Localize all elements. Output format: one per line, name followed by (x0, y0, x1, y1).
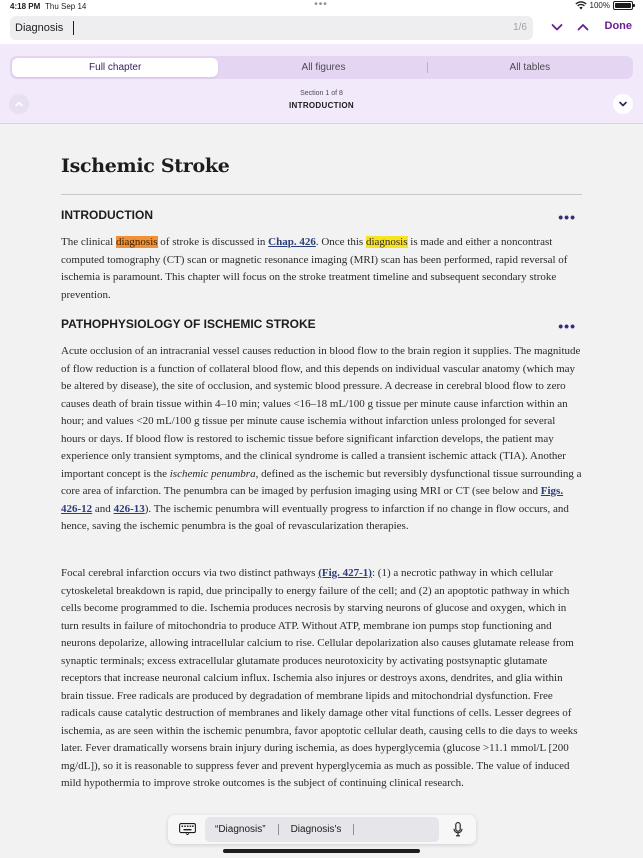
microphone-icon[interactable] (453, 822, 463, 837)
battery-icon (613, 1, 633, 10)
text-run: . Once this (315, 236, 366, 248)
section-heading-pathophysiology: PATHOPHYSIOLOGY OF ISCHEMIC STROKE (61, 317, 316, 331)
tab-all-figures[interactable] (220, 56, 426, 79)
paragraph (61, 343, 582, 536)
wifi-icon (575, 1, 587, 10)
text-caret (73, 21, 74, 35)
text-run: of stroke is discussed in (157, 236, 269, 248)
section-indicator (0, 90, 643, 110)
keyboard-shortcut-bar (168, 815, 476, 844)
prediction-possessive[interactable]: Diagnosis's (290, 824, 342, 835)
text-run: defined as the ischemic but reversibly dysfunctional tissue surrounding a core area of infarction. The penumbra can be imaged by perfusion imaging using MRI or CT (see below and (61, 467, 582, 497)
multitasking-dots-icon[interactable]: ••• (314, 0, 328, 10)
chapter-content[interactable] (0, 125, 643, 815)
tab-all-tables[interactable] (427, 56, 633, 79)
text-run: : (1) a necrotic pathway in which cellular cytoskeletal breakdown is rapid, due principally to energy failure of the cell; and (2) an apoptotic pathway in which cells become programmed to die. Ischemia produces necrosis by starving neurons of glucose and oxygen, which in turn results in failure of mitochondria to produce ATP. Without ATP, membrane ion pumps stop functioning and neurons depolarize, allowing intracellular calcium to rise. Cellular depolarization also causes glutamate release from synaptic terminals; excess extracellular glutamate produces neurotoxicity by activating postsynaptic glutamate receptors that increase neuronal calcium influx. Ischemia also injures or destroys axons, dendrites, and glia within brain tissue. Free radicals are produced by degradation of membrane lipids and mitochondrial dysfunction. Free radicals cause catalytic destruction of membranes and likely damage other vital functions of cells. Lesser degrees of ischemia, as are seen within the ischemic penumbra, favor apoptotic cellular death, causing cells to die days to weeks later. Fever dramatically worsens brain injury during ischemia, as does hyperglycemia (glucose >11.1 mmol/L [200 mg/dL]), so it is reasonable to suppress fever and prevent hyperglycemia as much as possible. The value of induced mild hypothermia to improve stroke outcomes is the subject of continuing clinical research. (61, 567, 578, 789)
section-counter: Section 1 of 8 (300, 90, 343, 97)
home-indicator[interactable] (223, 849, 420, 853)
keyboard-icon[interactable] (179, 823, 196, 835)
scope-area (0, 44, 643, 124)
paragraph (61, 565, 582, 793)
cross-reference-link[interactable]: Chap. 426 (268, 236, 316, 248)
prediction-quoted[interactable]: “Diagnosis” (215, 824, 266, 835)
chevron-down-icon (618, 99, 628, 109)
tab-label: All tables (509, 62, 551, 73)
status-date: Thu Sep 14 (45, 2, 87, 11)
text-run: Acute occlusion of an intracranial vessel causes reduction in blood flow to the brain region it supplies. The magnitude of flow reduction is a function of collateral blood flow, and this depends on individual vascular anatomy (which may be altered by disease), the site of occlusion, and systemic blood pressure. A decrease in cerebral blood flow to zero causes death of brain tissue within 4–10 min; values <16–18 mL/100 g tissue per minute cause infarction within an hour; and values <20 mL/100 g tissue per minute cause ischemia without infarction unless prolonged for several hours or days. If blood flow is restored to ischemic tissue before significant infarction develops, the patient may experience only transient symptoms, and the clinical syndrome is called a transient ischemic attack (TIA). Another important concept is the (61, 345, 581, 480)
find-field (10, 16, 533, 40)
text-run: is made and either a noncontrast computed tomography (CT) scan or magnetic resonance imaging (MRI) scan has been performed, rapid reversal of ischemia is paramount. This chapter will focus on the stroke treatment timeline and subsequent secondary stroke prevention. (61, 236, 568, 301)
paragraph (61, 234, 582, 304)
text-run: and (92, 502, 114, 515)
text-run: The clinical (61, 236, 116, 248)
status-right-group (575, 1, 633, 10)
tab-label: Full chapter (89, 62, 142, 73)
prediction-divider (353, 824, 354, 835)
status-time: 4:18 PM (10, 2, 41, 11)
current-search-match: diagnosis (115, 236, 158, 248)
section-more-button[interactable]: ••• (558, 209, 576, 225)
find-in-page-bar (0, 14, 643, 44)
text-run: Focal cerebral infarction occurs via two distinct pathways (61, 567, 319, 579)
italic-term: ischemic penumbra, (169, 467, 259, 480)
next-match-chevron-down-icon[interactable] (550, 20, 564, 34)
section-more-button[interactable]: ••• (558, 318, 576, 334)
status-bar (0, 0, 643, 14)
next-section-button[interactable] (613, 94, 633, 114)
text-run: ). The ischemic penumbra will eventually progress to infarction if no change in flow occurs, and hence, saving the ischemic penumbra is the goal of revascularization therapies. (61, 502, 569, 532)
chapter-title: Ischemic Stroke (61, 155, 230, 177)
tab-full-chapter[interactable] (12, 58, 218, 77)
title-divider (61, 194, 582, 195)
cross-reference-link[interactable]: (Fig. 427-1) (318, 567, 372, 579)
find-input[interactable] (15, 19, 485, 37)
search-match: diagnosis (365, 236, 408, 248)
predictive-text-bar (205, 817, 439, 842)
done-button[interactable]: Done (604, 20, 632, 32)
previous-match-chevron-up-icon[interactable] (576, 20, 590, 34)
cross-reference-link[interactable]: Figs. 426-12 (61, 485, 564, 515)
match-count: 1/6 (513, 22, 527, 33)
battery-percent: 100% (589, 1, 610, 10)
cross-reference-link[interactable]: 426-13 (113, 502, 145, 515)
current-section-title: INTRODUCTION (289, 101, 354, 110)
scope-segmented-control (10, 56, 633, 79)
section-heading-introduction: INTRODUCTION (61, 208, 153, 222)
tab-label: All figures (301, 62, 346, 73)
